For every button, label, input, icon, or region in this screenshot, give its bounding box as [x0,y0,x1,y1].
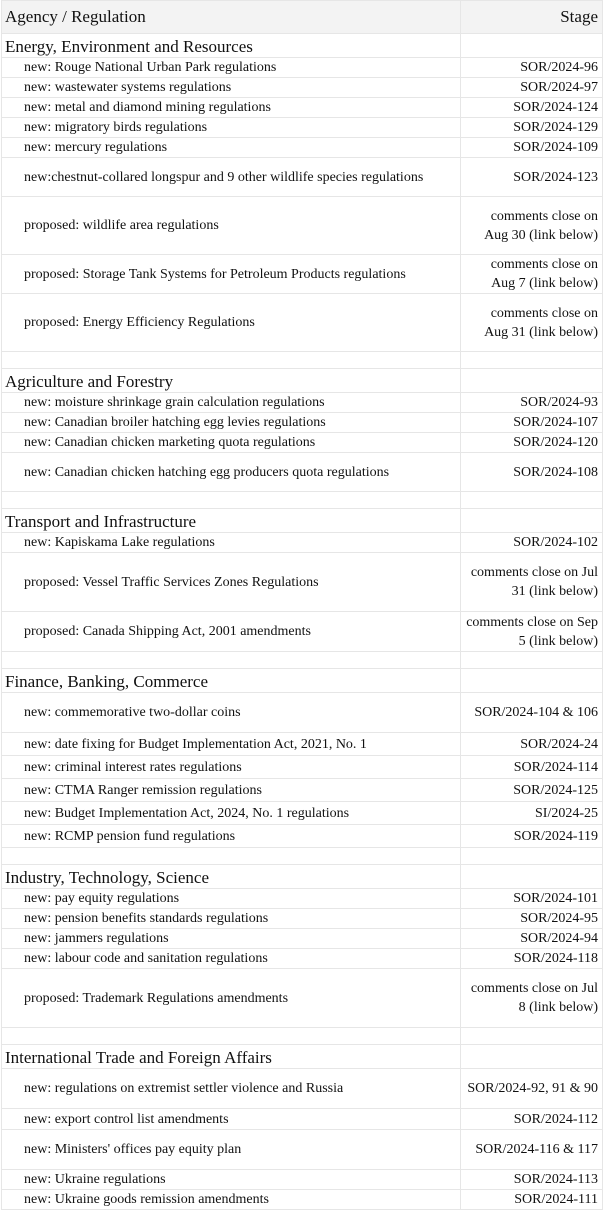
regulation-name: proposed: Trademark Regulations amendments [24,990,289,1006]
stage-value: comments close on Jul 8 (link below) [461,969,603,1028]
regulation-name: proposed: Canada Shipping Act, 2001 amendments [24,624,311,639]
section-title: Finance, Banking, Commerce [2,669,461,693]
stage-value: SOR/2024-111 [461,1190,603,1210]
stage-value: SI/2024-25 [461,802,603,825]
table-row [2,949,603,969]
stage-value: comments close on Jul 31 (link below) [461,553,603,612]
regulation-name: new: Canadian broiler hatching egg levies regulations [24,415,326,430]
regulation-name: new: Canadian chicken hatching egg producers quota regulations [24,464,390,480]
stage-value: SOR/2024-109 [461,138,603,158]
regulation-name: new: Ukraine goods remission amendments [24,1192,269,1207]
stage-value: SOR/2024-108 [461,453,603,492]
section-title: Agriculture and Forestry [2,369,461,393]
section-title: International Trade and Foreign Affairs [2,1045,461,1069]
regulation-name: new: Rouge National Urban Park regulations [24,60,277,75]
stage-value: SOR/2024-95 [461,909,603,929]
stage-value: comments close on Aug 30 (link below) [461,197,603,255]
regulation-name: proposed: Storage Tank Systems for Petroleum Products regulations [24,266,406,282]
spacer-row [2,652,603,669]
table-row [2,118,603,138]
regulation-name: new: RCMP pension fund regulations [24,828,236,844]
table-row [2,802,603,825]
table-row [2,693,603,733]
stage-value: SOR/2024-114 [461,756,603,779]
table-row [2,553,603,612]
table-row [2,533,603,553]
regulation-name: new: jammers regulations [24,931,169,946]
stage-value: SOR/2024-125 [461,779,603,802]
regulation-name: new:chestnut-collared longspur and 9 other wildlife species regulations [24,169,424,185]
table-row [2,733,603,756]
table-row [2,158,603,197]
regulation-name: new: Ministers' offices pay equity plan [24,1142,242,1157]
table-row [2,98,603,118]
regulation-name: new: migratory birds regulations [24,120,208,135]
section-header-row [2,369,603,393]
section-header-row [2,1045,603,1069]
table-row [2,1190,603,1210]
regulation-name: proposed: Energy Efficiency Regulations [24,315,255,330]
regulation-name: new: export control list amendments [24,1111,229,1127]
table-row [2,909,603,929]
table-row [2,433,603,453]
table-row [2,1069,603,1109]
stage-value: SOR/2024-96 [461,58,603,78]
table-row [2,138,603,158]
stage-value: SOR/2024-129 [461,118,603,138]
regulation-name: new: commemorative two-dollar coins [24,705,241,720]
table-row [2,1170,603,1190]
section-title: Industry, Technology, Science [2,865,461,889]
table-row [2,779,603,802]
table-row [2,889,603,909]
regulation-name: new: date fixing for Budget Implementation Act, 2021, No. 1 [24,736,367,752]
stage-value: SOR/2024-24 [461,733,603,756]
stage-value: SOR/2024-119 [461,825,603,848]
regulation-name: new: CTMA Ranger remission regulations [24,782,262,798]
table-row [2,197,603,255]
table-row [2,612,603,652]
stage-value: comments close on Aug 7 (link below) [461,255,603,294]
regulation-name: new: pension benefits standards regulations [24,911,269,926]
stage-value: SOR/2024-101 [461,889,603,909]
stage-value: SOR/2024-113 [461,1170,603,1190]
regulation-name: new: criminal interest rates regulations [24,759,242,775]
section-title: Transport and Infrastructure [2,509,461,533]
regulation-name: new: Canadian chicken marketing quota regulations [24,435,316,450]
stage-value: SOR/2024-124 [461,98,603,118]
stage-value: SOR/2024-107 [461,413,603,433]
regulation-name: new: pay equity regulations [24,891,180,906]
regulation-name: new: metal and diamond mining regulations [24,100,271,115]
section-header-row [2,509,603,533]
spacer-row [2,1028,603,1045]
table-row [2,393,603,413]
stage-value: comments close on Aug 31 (link below) [461,294,603,352]
regulation-name: new: Budget Implementation Act, 2024, No. 1 regulations [24,805,350,821]
regulation-name: new: wastewater systems regulations [24,80,232,95]
stage-value: SOR/2024-104 & 106 [461,693,603,733]
stage-value: SOR/2024-93 [461,393,603,413]
section-header-row [2,669,603,693]
column-header-stage: Stage [461,1,603,34]
regulation-name: proposed: Vessel Traffic Services Zones Regulations [24,574,319,590]
column-header-agency-regulation: Agency / Regulation [2,1,461,34]
section-header-row [2,865,603,889]
table-row [2,453,603,492]
stage-value: SOR/2024-123 [461,158,603,197]
stage-value: SOR/2024-116 & 117 [461,1130,603,1170]
regulation-name: new: labour code and sanitation regulations [24,951,268,966]
spacer-row [2,492,603,509]
table-row [2,294,603,352]
table-row [2,58,603,78]
table-row [2,78,603,98]
table-header-row [2,1,603,34]
spacer-row [2,352,603,369]
table-row [2,969,603,1028]
stage-value: SOR/2024-102 [461,533,603,553]
table-row [2,929,603,949]
table-row [2,255,603,294]
table-row [2,756,603,779]
table-row [2,1109,603,1130]
spacer-row [2,848,603,865]
table-row [2,413,603,433]
section-header-row [2,34,603,58]
regulations-table [1,0,603,1210]
section-title: Energy, Environment and Resources [2,34,461,58]
stage-value: SOR/2024-97 [461,78,603,98]
stage-value: SOR/2024-118 [461,949,603,969]
regulation-name: new: Ukraine regulations [24,1172,166,1187]
regulation-name: new: regulations on extremist settler violence and Russia [24,1081,344,1096]
stage-value: comments close on Sep 5 (link below) [461,612,603,652]
table-row [2,825,603,848]
regulation-name: new: moisture shrinkage grain calculation regulations [24,395,325,410]
regulation-name: new: Kapiskama Lake regulations [24,535,215,550]
stage-value: SOR/2024-120 [461,433,603,453]
stage-value: SOR/2024-112 [461,1109,603,1130]
stage-value: SOR/2024-92, 91 & 90 [461,1069,603,1109]
stage-value: SOR/2024-94 [461,929,603,949]
regulation-name: new: mercury regulations [24,140,168,155]
table-row [2,1130,603,1170]
regulation-name: proposed: wildlife area regulations [24,218,219,233]
